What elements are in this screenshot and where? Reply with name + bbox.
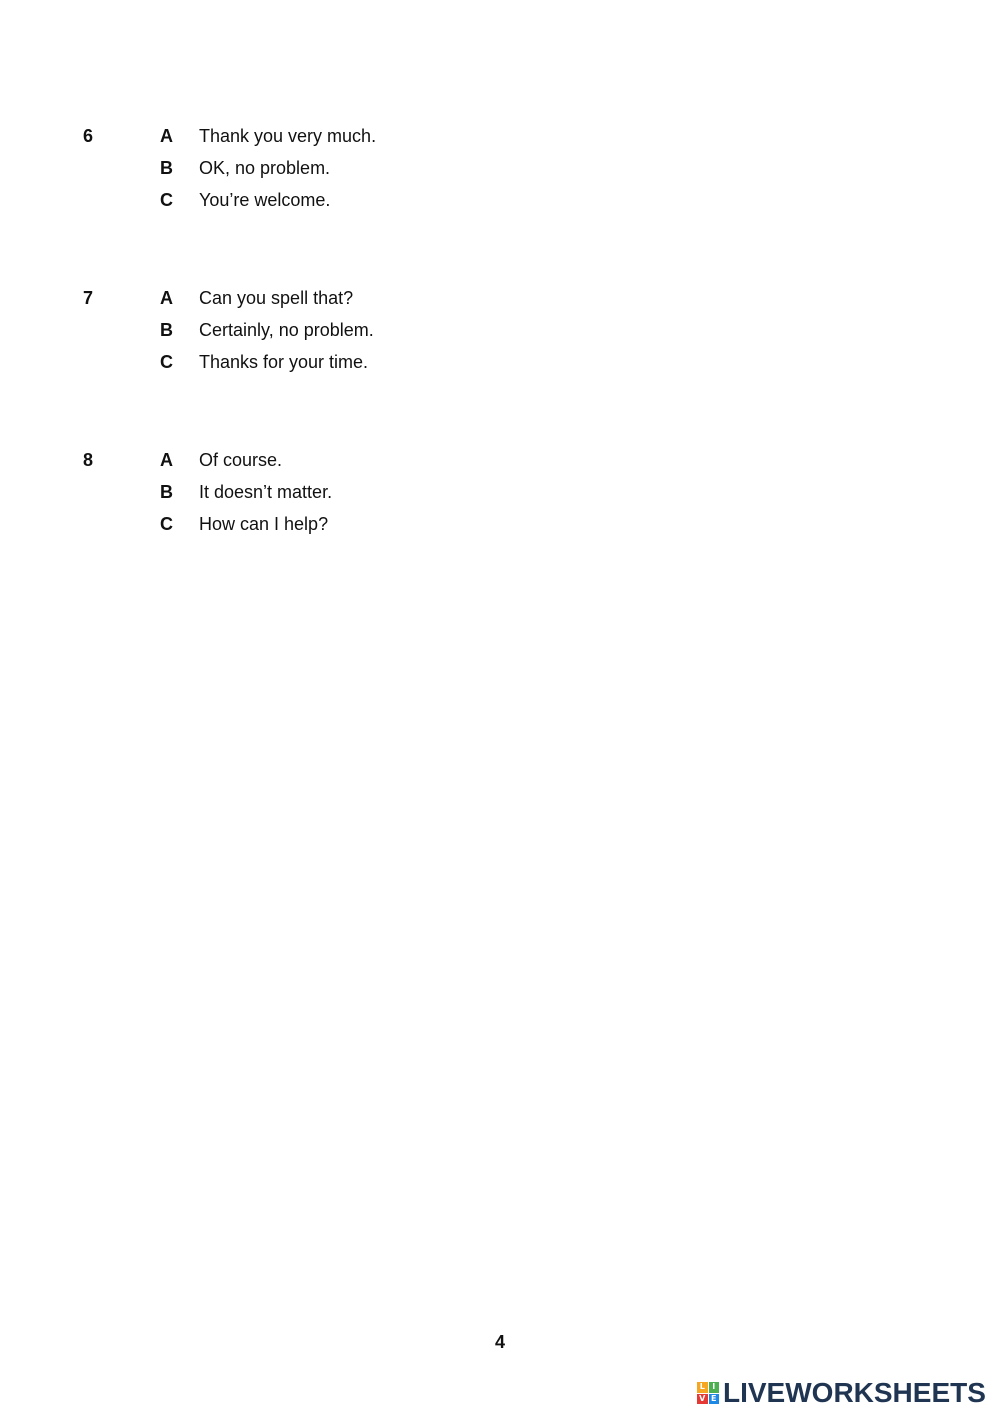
option-letter: C xyxy=(160,514,173,534)
logo-mark-cell: E xyxy=(709,1394,720,1405)
option-text: Thank you very much. xyxy=(199,126,377,146)
option-text: Certainly, no problem. xyxy=(199,320,374,340)
option-8a[interactable] xyxy=(0,449,600,471)
option-letter: B xyxy=(160,320,173,340)
logo-mark-cell: I xyxy=(709,1382,720,1393)
option-7c[interactable] xyxy=(0,351,600,373)
question-number: 7 xyxy=(83,288,94,308)
option-text: OK, no problem. xyxy=(199,158,331,178)
option-7a[interactable] xyxy=(0,287,600,309)
question-number: 6 xyxy=(83,126,94,146)
option-letter: B xyxy=(160,158,173,178)
logo-mark-cell: V xyxy=(697,1394,708,1405)
option-text: You’re welcome. xyxy=(199,190,331,210)
option-text: How can I help? xyxy=(199,514,329,534)
option-text: Of course. xyxy=(199,450,283,470)
logo-mark-icon xyxy=(697,1382,719,1404)
option-text: Thanks for your time. xyxy=(199,352,369,372)
page-number: 4 xyxy=(494,1332,505,1352)
option-8b[interactable] xyxy=(0,481,600,503)
option-letter: C xyxy=(160,352,173,372)
option-letter: B xyxy=(160,482,173,502)
option-letter: A xyxy=(160,288,173,308)
option-6c[interactable] xyxy=(0,189,600,211)
liveworksheets-logo xyxy=(697,1378,986,1408)
logo-mark-cell: L xyxy=(697,1382,708,1393)
option-text: Can you spell that? xyxy=(199,288,354,308)
option-6b[interactable] xyxy=(0,157,600,179)
option-text: It doesn’t matter. xyxy=(199,482,333,502)
option-8c[interactable] xyxy=(0,513,600,535)
logo-text: LIVEWORKSHEETS xyxy=(723,1377,986,1408)
option-6a[interactable] xyxy=(0,125,600,147)
option-letter: A xyxy=(160,126,173,146)
option-letter: A xyxy=(160,450,173,470)
option-letter: C xyxy=(160,190,173,210)
question-number: 8 xyxy=(83,450,94,470)
option-7b[interactable] xyxy=(0,319,600,341)
